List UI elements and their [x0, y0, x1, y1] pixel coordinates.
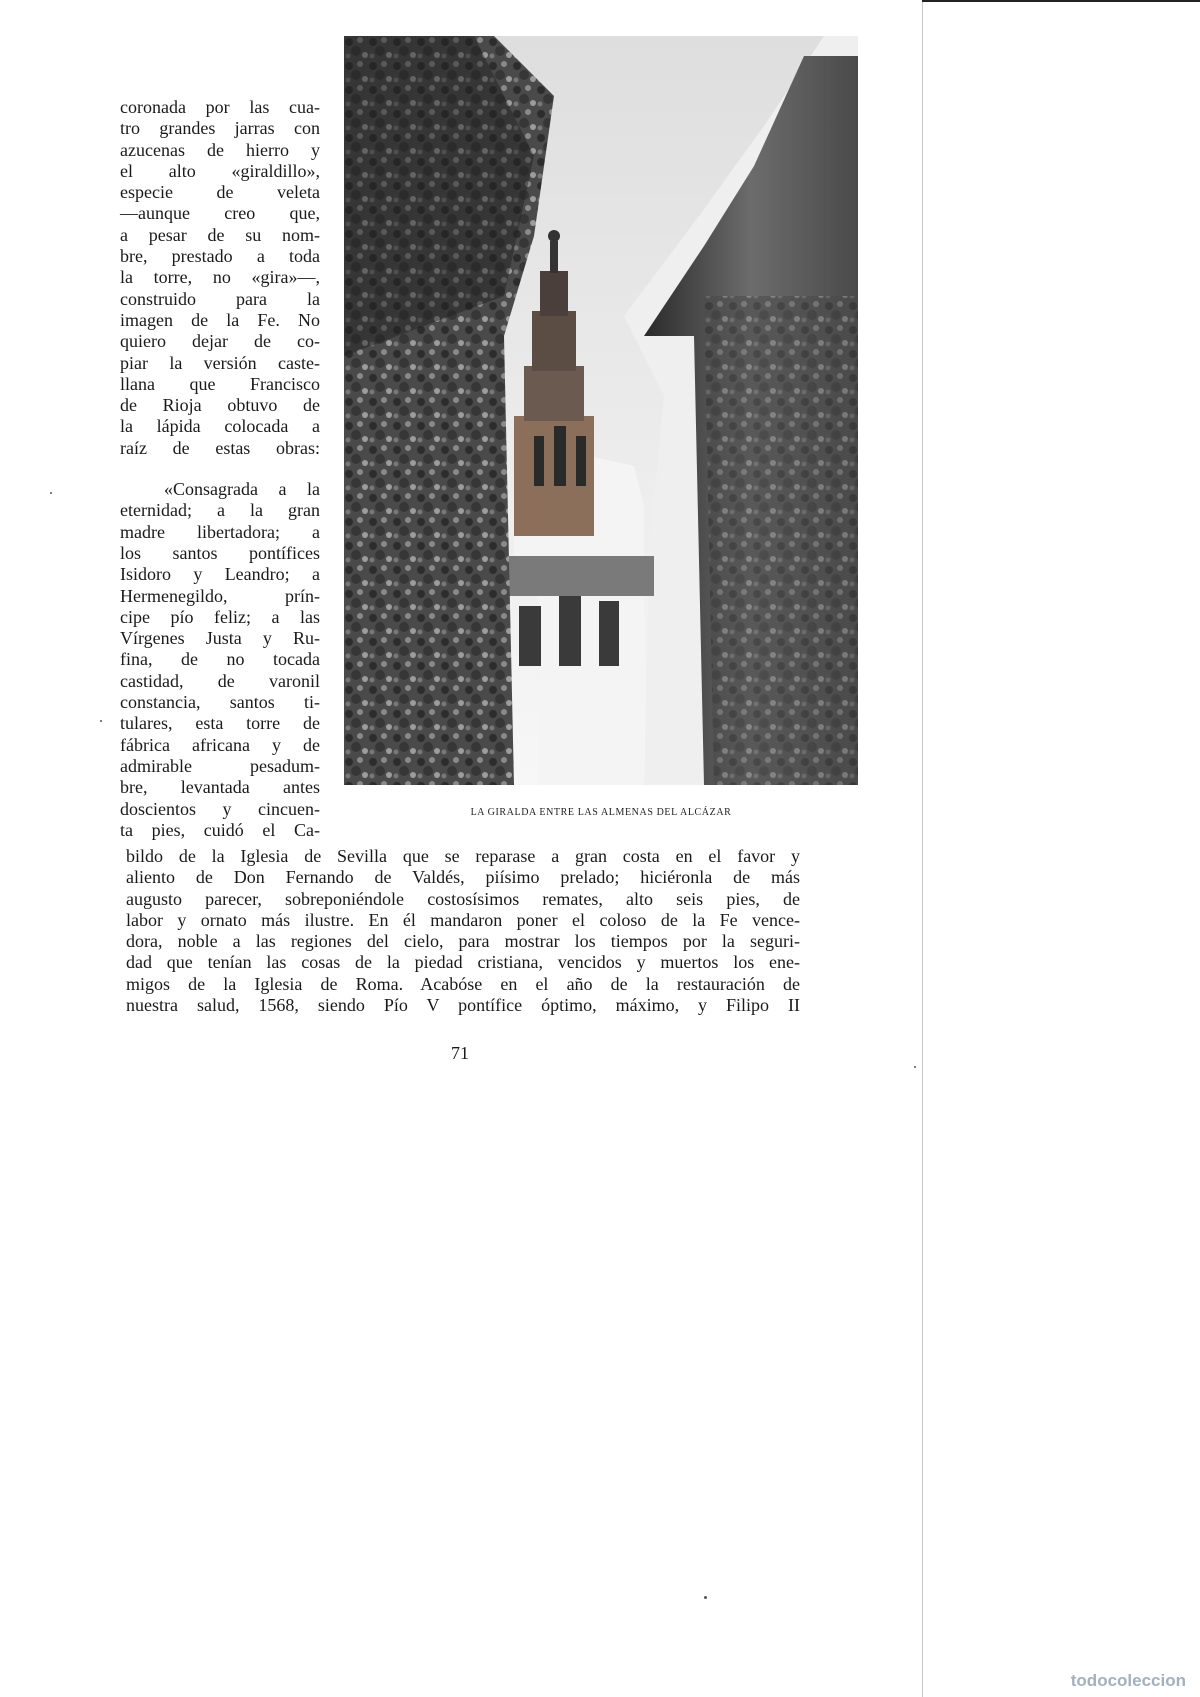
text-line: coronada por las cua- [120, 97, 320, 117]
giralda-photo-drawing [344, 36, 858, 785]
text-line: tro grandes jarras con [120, 118, 320, 139]
text-line: —aunque creo que, [120, 203, 320, 224]
text-line: quiero dejar de co- [120, 331, 320, 352]
text-line: la lápida colocada a [120, 416, 320, 437]
text-line: bre, levantada antes [120, 777, 320, 798]
text-line: raíz de estas obras: [120, 437, 320, 458]
text-line: a pesar de su nom- [120, 224, 320, 245]
text-line: augusto parecer, sobreponiéndole costosísimos remates, alto seis pies, de [126, 888, 800, 909]
text-line: especie de veleta [120, 182, 320, 203]
text-line: admirable pesadum- [120, 755, 320, 776]
text-line: tulares, esta torre de [120, 713, 320, 734]
scan-speck [704, 1596, 707, 1599]
text-line: labor y ornato más ilustre. En él mandaron poner el coloso de la Fe vence- [126, 909, 800, 930]
paragraph-gap [120, 459, 320, 479]
text-line: llana que Francisco [120, 373, 320, 394]
text-line: migos de la Iglesia de Roma. Acabóse en el año de la restauración de [126, 973, 800, 994]
quote-first-line: «Consagrada a la [164, 479, 320, 500]
text-line: piar la versión caste- [120, 352, 320, 373]
text-line: constancia, santos ti- [120, 692, 320, 713]
text-line: construido para la [120, 288, 320, 309]
text-line: el alto «giraldillo», [120, 160, 320, 181]
page-edge-tick [922, 0, 1200, 2]
photo-caption: LA GIRALDA ENTRE LAS ALMENAS DEL ALCÁZAR [470, 807, 732, 818]
text-line: cipe pío feliz; a las [120, 606, 320, 627]
text-line: Vírgenes Justa y Ru- [120, 628, 320, 649]
text-line: imagen de la Fe. No [120, 309, 320, 330]
text-line: bildo de la Iglesia de Sevilla que se reparase a gran costa en el favor y [126, 846, 800, 866]
text-line: ta pies, cuidó el Ca- [120, 819, 320, 840]
scan-speck [100, 720, 102, 722]
text-line: madre libertadora; a [120, 521, 320, 542]
text-line: bre, prestado a toda [120, 246, 320, 267]
text-line: los santos pontífices [120, 542, 320, 563]
text-line: fábrica africana y de [120, 734, 320, 755]
text-line: de Rioja obtuvo de [120, 395, 320, 416]
narrow-text-column [120, 97, 320, 841]
text-line: castidad, de varonil [120, 670, 320, 691]
text-line: eternidad; a la gran [120, 500, 320, 521]
text-line: la torre, no «gira»—, [120, 267, 320, 288]
text-line: dora, noble a las regiones del cielo, para mostrar los tiempos por la seguri- [126, 931, 800, 952]
text-line: Hermenegildo, prín- [120, 585, 320, 606]
giralda-photo [344, 36, 858, 785]
text-line: dad que tenían las cosas de la piedad cristiana, vencidos y muertos los ene- [126, 952, 800, 973]
scan-speck [50, 492, 52, 494]
page-edge-line [922, 0, 923, 1697]
text-line: fina, de no tocada [120, 649, 320, 670]
page-number: 71 [451, 1043, 469, 1063]
text-line: azucenas de hierro y [120, 139, 320, 160]
scan-speck [914, 1066, 916, 1068]
watermark: todocoleccion [1070, 1671, 1186, 1690]
text-line: aliento de Don Fernando de Valdés, piísimo prelado; hiciéronla de más [126, 867, 800, 888]
full-width-text [126, 846, 800, 1016]
text-line: nuestra salud, 1568, siendo Pío V pontífice óptimo, máximo, y Filipo II [126, 995, 800, 1016]
text-line: doscientos y cincuen- [120, 798, 320, 819]
text-line: Isidoro y Leandro; a [120, 564, 320, 585]
